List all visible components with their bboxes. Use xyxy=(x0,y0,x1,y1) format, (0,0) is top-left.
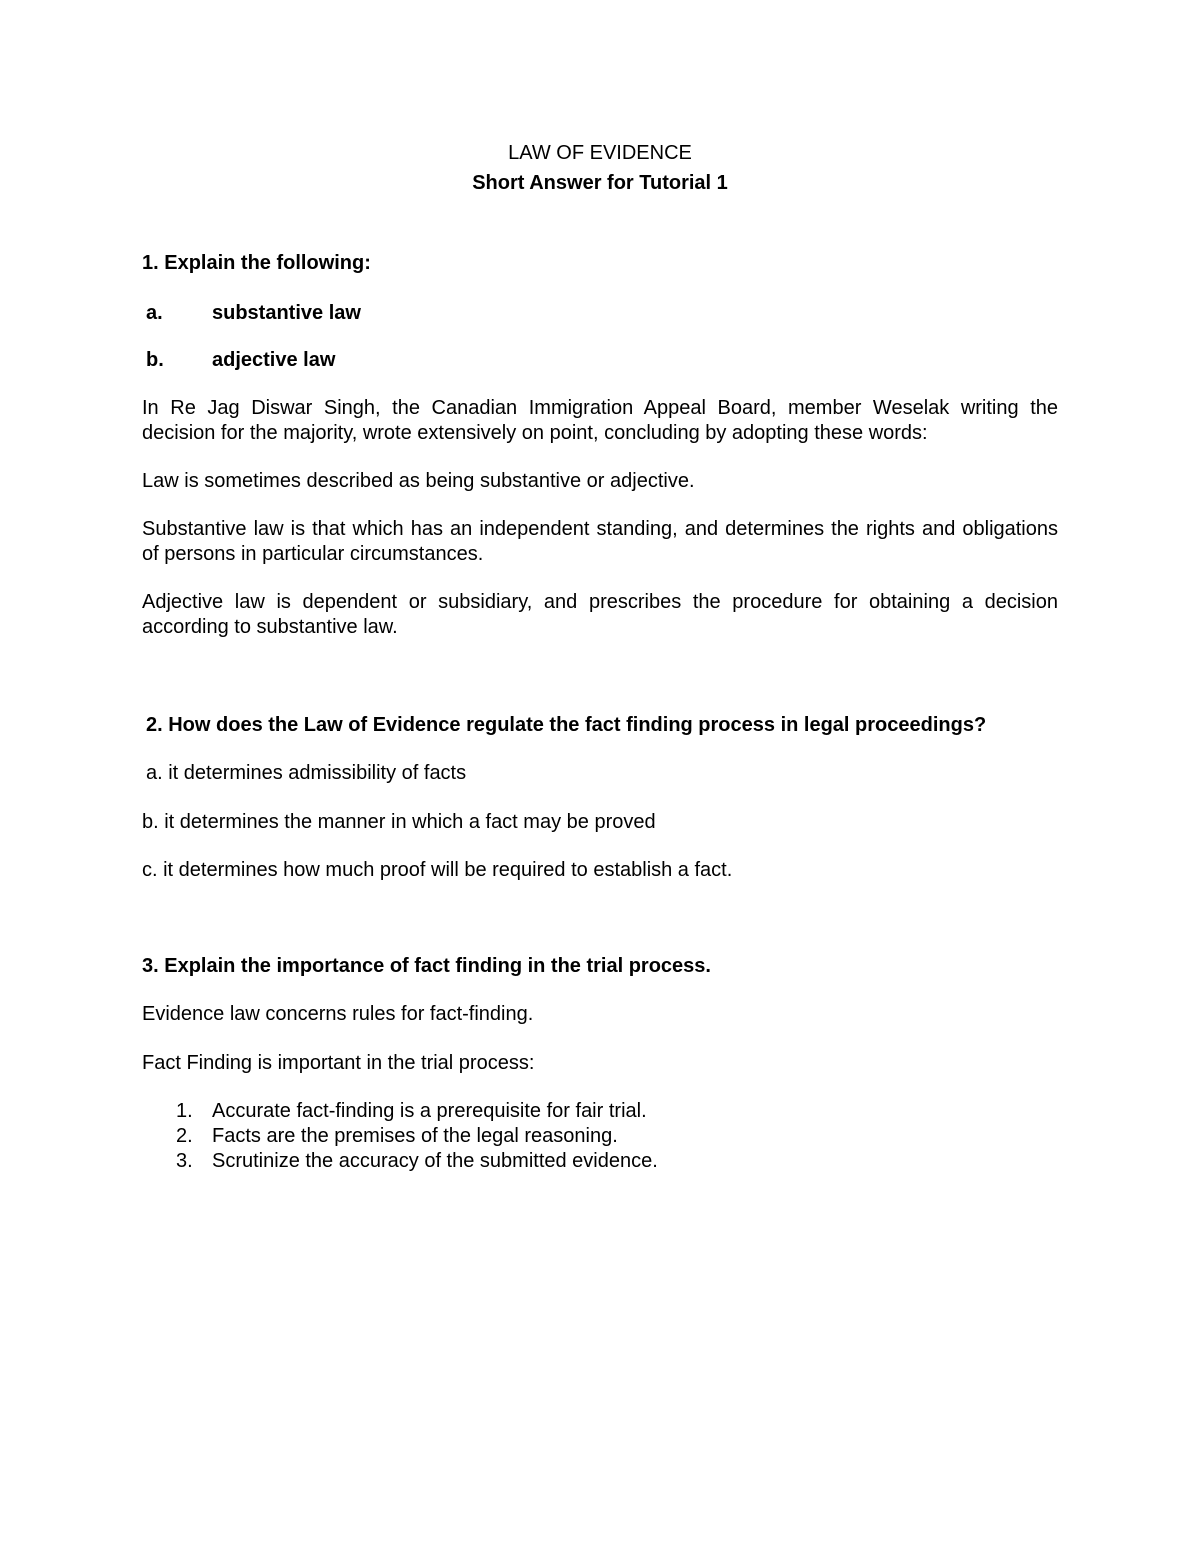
numbered-item-text: Facts are the premises of the legal reasoning. xyxy=(212,1125,618,1147)
question-1-heading: 1. Explain the following: xyxy=(142,252,371,274)
paragraph: Fact Finding is important in the trial process: xyxy=(142,1052,535,1074)
paragraph: Law is sometimes described as being substantive or adjective. xyxy=(142,470,695,492)
numbered-item-number: 1. xyxy=(176,1100,193,1122)
list-item-text: adjective law xyxy=(212,349,336,371)
numbered-item-text: Accurate fact-finding is a prerequisite for fair trial. xyxy=(212,1100,647,1122)
list-item-text: substantive law xyxy=(212,302,361,324)
question-2-heading: 2. How does the Law of Evidence regulate the fact finding process in legal proceedings? xyxy=(146,714,987,736)
list-item-letter: b. xyxy=(146,349,164,371)
document-title: LAW OF EVIDENCE xyxy=(508,142,692,164)
paragraph: In Re Jag Diswar Singh, the Canadian Immigration Appeal Board, member Weselak writing the decision for the majority, wrote extensively on point, concluding by adopting these words: xyxy=(142,397,1058,444)
paragraph: Evidence law concerns rules for fact-finding. xyxy=(142,1003,534,1025)
answer-line: a. it determines admissibility of facts xyxy=(146,762,467,784)
numbered-item-number: 2. xyxy=(176,1125,193,1147)
question-3-heading: 3. Explain the importance of fact finding in the trial process. xyxy=(142,955,711,977)
paragraph: Adjective law is dependent or subsidiary, and prescribes the procedure for obtaining a decision according to substantive law. xyxy=(142,591,1058,638)
answer-line: c. it determines how much proof will be required to establish a fact. xyxy=(142,859,733,881)
numbered-item-text: Scrutinize the accuracy of the submitted evidence. xyxy=(212,1150,658,1172)
answer-line: b. it determines the manner in which a fact may be proved xyxy=(142,811,656,833)
paragraph: Substantive law is that which has an independent standing, and determines the rights and obligations of persons in particular circumstances. xyxy=(142,518,1058,565)
numbered-item-number: 3. xyxy=(176,1150,193,1172)
document-subtitle: Short Answer for Tutorial 1 xyxy=(472,172,728,194)
list-item-letter: a. xyxy=(146,302,163,324)
